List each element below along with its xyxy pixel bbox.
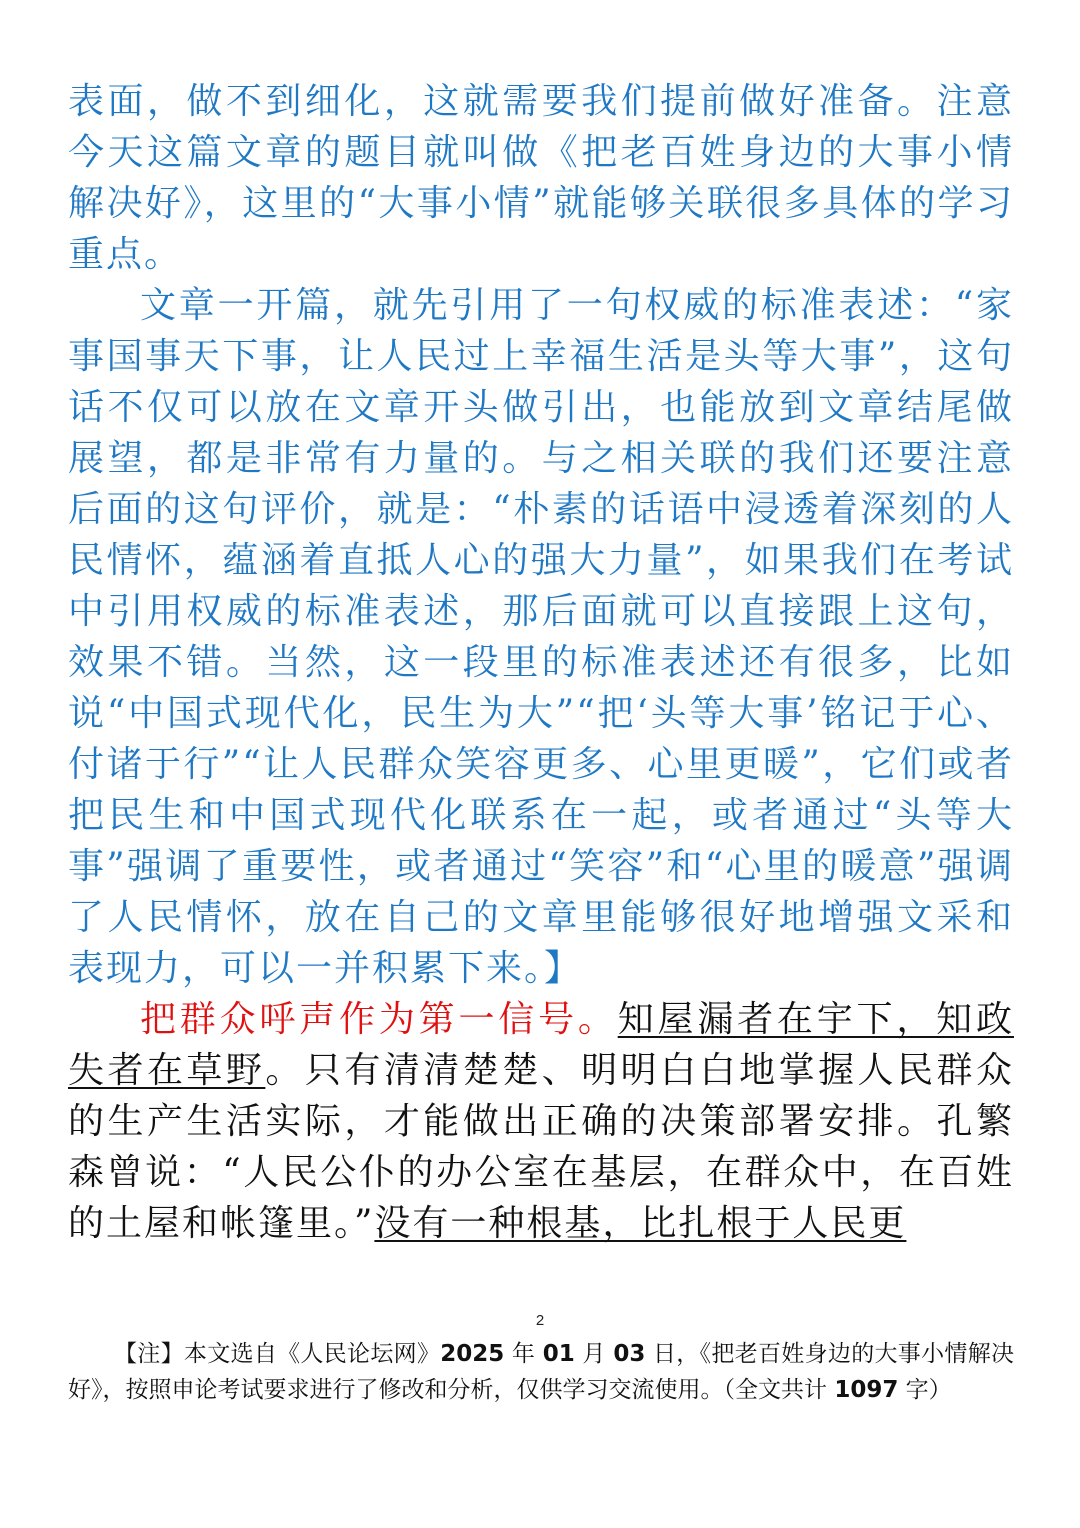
footnote: 【注】本文选自《人民论坛网》2025 年 01 月 03 日，《把老百姓身边的大事小情解决好》，按照申论考试要求进行了修改和分析，仅供学习交流使用。（全文共计 1097 字） — [68, 1341, 1015, 1403]
analysis-paragraph-continued: 表面，做不到细化，这就需要我们提前做好准备。注意今天这篇文章的题目就叫做《把老百姓身边的大事小情解决好》，这里的“大事小情”就能够关联很多具体的学习重点。 — [68, 81, 1014, 275]
underlined-quote: 知屋漏者在宇下，知政失者在草野 — [68, 999, 1014, 1091]
body-text — [68, 76, 1014, 1249]
underlined-sentence: 没有一种根基，比扎根于人民更 — [374, 1203, 907, 1244]
page-number: 2 — [535, 1312, 545, 1329]
section-heading: 把群众呼声作为第一信号。 — [140, 999, 618, 1040]
article-paragraph: 把群众呼声作为第一信号。知屋漏者在宇下，知政失者在草野。只有清清楚楚、明明白白地掌握人民群众的生产生活实际，才能做出正确的决策部署安排。孔繁森曾说：“人民公仆的办公室在基层，在群众中，在百姓的土屋和帐篷里。”没有一种根基，比扎根于人民更 — [68, 999, 1014, 1244]
analysis-paragraph: 文章一开篇，就先引用了一句权威的标准表述：“家事国事天下事，让人民过上幸福生活是头等大事”，这句话不仅可以放在文章开头做引出，也能放到文章结尾做展望，都是非常有力量的。与之相关联的我们还要注意后面的这句评价，就是：“朴素的话语中浸透着深刻的人民情怀，蕴涵着直抵人心的强大力量”，如果我们在考试中引用权威的标准表述，那后面就可以直接跟上这句，效果不错。当然，这一段里的标准表述还有很多，比如说“中国式现代化，民生为大”“把‘头等大事’铭记于心、付诸于行”“让人民群众笑容更多、心里更暖”，它们或者把民生和中国式现代化联系在一起，或者通过“头等大事”强调了重要性，或者通过“笑容”和“心里的暖意”强调了人民情怀，放在自己的文章里能够很好地增强文采和表现力，可以一并积累下来。】 — [68, 285, 1014, 989]
